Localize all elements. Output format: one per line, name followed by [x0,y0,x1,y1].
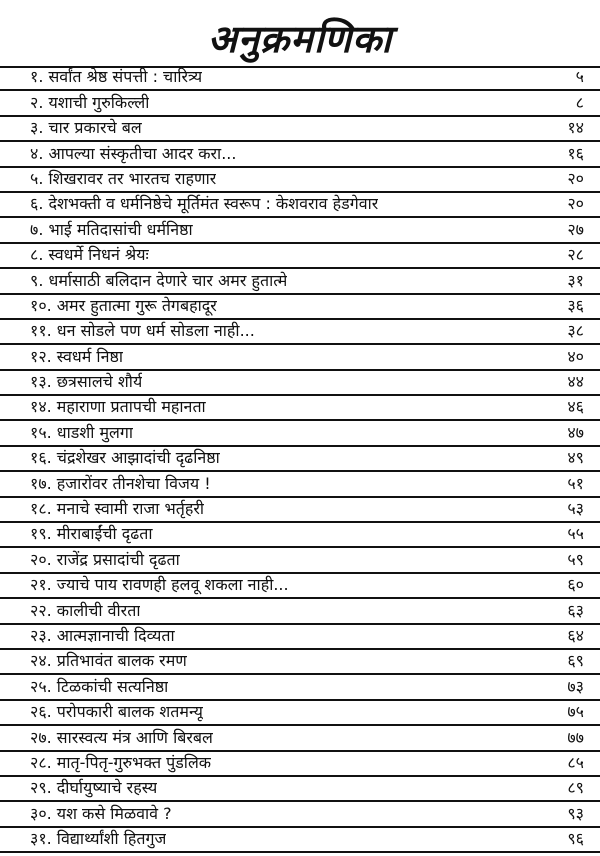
toc-entry-title: ११. धन सोडले पण धर्म सोडला नाही... [30,321,255,341]
toc-entry-title: ६. देशभक्ती व धर्मनिष्ठेचे मूर्तिमंत स्वरूप : केशवराव हेडगेवार [30,194,379,214]
toc-entry-title: १८. मनाचे स्वामी राजा भर्तृहरी [30,499,205,519]
toc-entry-title: ५. शिखरावर तर भारतच राहणार [30,168,217,188]
toc-entry [0,142,600,167]
toc-entry-title: ३०. यश कसे मिळवावे ? [30,803,172,823]
toc-entry [0,396,600,421]
toc-entry [0,168,600,193]
toc-entry-page-number: ३१ [567,270,584,290]
toc-entry-page-number: ६३ [567,600,584,620]
toc-entry-title: २८. मातृ-पितृ-गुरुभक्त पुंडलिक [30,752,212,772]
toc-entry-title: १६. चंद्रशेखर आझादांची दृढनिष्ठा [30,448,220,468]
toc-entry-title: २. यशाची गुरुकिल्ली [30,92,150,112]
toc-entry-page-number: ८ [575,92,584,112]
toc-entry-title: ७. भाई मतिदासांची धर्मनिष्ठा [30,219,193,239]
toc-entry-page-number: ७७ [567,727,584,747]
toc-entry-page-number: ९६ [567,829,584,849]
page-title: अनुक्रमणिका [207,17,393,61]
toc-entry-page-number: ९३ [567,803,584,823]
toc-entry [0,828,600,853]
toc-entry-page-number: ६४ [567,625,584,645]
toc-entry-page-number: ५९ [567,549,584,569]
toc-entry [0,625,600,650]
toc-entry-page-number: ७३ [567,676,584,696]
toc-entry-page-number: २० [567,194,584,214]
toc-entry [0,371,600,396]
toc-entry [0,548,600,573]
toc-entry-title: १२. स्वधर्म निष्ठा [30,346,124,366]
toc-entry-page-number: ४० [567,346,584,366]
toc-entry-page-number: २७ [567,219,584,239]
toc-entry-page-number: ६९ [567,651,584,671]
toc-entry-title: १५. धाडशी मुलगा [30,422,134,442]
toc-entry [0,117,600,142]
toc-entry-page-number: ४४ [567,372,584,392]
toc-entry [0,269,600,294]
toc-entry-page-number: ८९ [567,778,584,798]
toc-entry [0,472,600,497]
toc-entry [0,320,600,345]
toc-entry-page-number: ५१ [567,473,584,493]
toc-entry-title: ३. चार प्रकारचे बल [30,118,142,138]
toc-entry [0,218,600,243]
toc-entry-page-number: ८५ [567,752,584,772]
toc-entry-page-number: ३८ [567,321,584,341]
toc-entry-page-number: ५५ [567,524,584,544]
toc-entry [0,777,600,802]
toc-entry-title: १०. अमर हुतात्मा गुरू तेगबहादूर [30,295,217,315]
toc-entry-page-number: ३६ [567,295,584,315]
toc-entry-title: २७. सारस्वत्य मंत्र आणि बिरबल [30,727,213,747]
toc-entry-title: ४. आपल्या संस्कृतीचा आदर करा... [30,143,237,163]
toc-entry [0,244,600,269]
toc-entry [0,91,600,116]
toc-entry [0,66,600,91]
toc-entry-page-number: ४७ [567,422,584,442]
toc-entry-title: ३१. विद्यार्थ्यांशी हितगुज [30,829,167,849]
toc-entry [0,421,600,446]
toc-entry-title: २१. ज्याचे पाय रावणही हलवू शकला नाही... [30,575,289,595]
toc-entry-page-number: ५३ [567,499,584,519]
toc-entry-title: २२. कालीची वीरता [30,600,141,620]
toc-entry-title: २३. आत्मज्ञानाची दिव्यता [30,625,175,645]
toc-entry [0,701,600,726]
toc-entry [0,447,600,472]
toc-entry-title: २९. दीर्घायुष्याचे रहस्य [30,778,158,798]
toc-entry-title: ९. धर्मासाठी बलिदान देणारे चार अमर हुतात्मे [30,270,288,290]
table-of-contents [0,66,600,853]
toc-entry-page-number: १४ [567,118,584,138]
toc-entry [0,726,600,751]
toc-entry-title: १९. मीराबाईंची दृढता [30,524,153,544]
toc-entry-page-number: १६ [567,143,584,163]
toc-entry-page-number: ६० [567,575,584,595]
toc-entry [0,574,600,599]
toc-entry [0,599,600,624]
toc-entry-page-number: २० [567,168,584,188]
toc-entry-page-number: ५ [575,67,584,87]
toc-entry-title: १. सर्वांत श्रेष्ठ संपत्ती : चारित्र्य [30,67,203,87]
toc-entry-title: २०. राजेंद्र प्रसादांची दृढता [30,549,180,569]
toc-entry [0,498,600,523]
toc-entry-page-number: ४९ [567,448,584,468]
toc-entry [0,345,600,370]
toc-entry-page-number: ७५ [567,702,584,722]
toc-entry-title: १३. छत्रसालचे शौर्य [30,372,143,392]
toc-entry-page-number: २८ [567,245,584,265]
toc-entry [0,523,600,548]
toc-entry-page-number: ४६ [567,397,584,417]
toc-entry-title: ८. स्वधर्मे निधनं श्रेयः [30,245,149,265]
toc-entry [0,650,600,675]
toc-entry [0,295,600,320]
toc-entry [0,802,600,827]
toc-entry-title: २६. परोपकारी बालक शतमन्यू [30,702,203,722]
toc-entry [0,193,600,218]
toc-entry [0,752,600,777]
toc-entry [0,675,600,700]
toc-entry-title: १७. हजारोंवर तीनशेचा विजय ! [30,473,211,493]
toc-entry-title: १४. महाराणा प्रतापची महानता [30,397,206,417]
toc-entry-title: २४. प्रतिभावंत बालक रमण [30,651,187,671]
toc-entry-title: २५. टिळकांची सत्यनिष्ठा [30,676,169,696]
